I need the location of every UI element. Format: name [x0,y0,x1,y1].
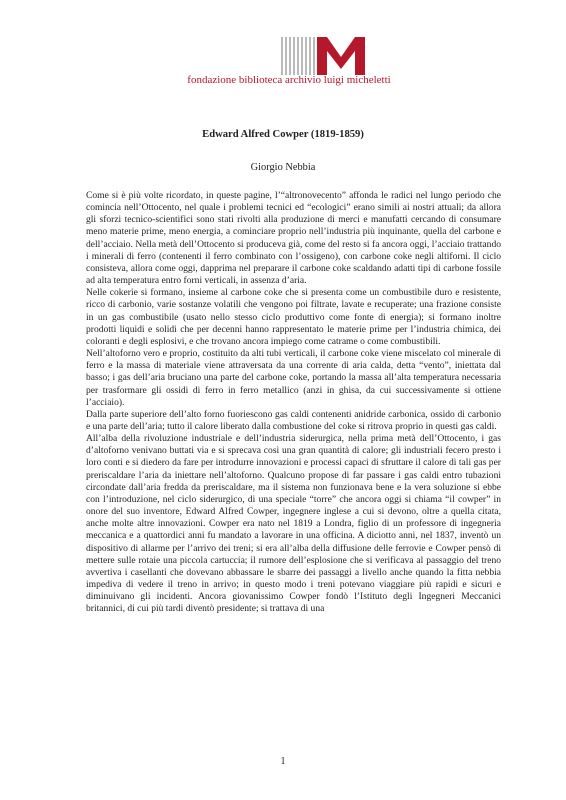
paragraph: Nell’altoforno vero e proprio, costituito da alti tubi verticali, il carbone coke viene miscelato col minerale di ferro e la massa di materiale viene attraversata da una corrente di aria calda, detta “vento”, iniettata dal basso; i gas dell’aria bruciano una parte del carbone coke, portando la massa all’alta temperatura necessaria per trasformare gli ossidi di ferro in ferro metallico (anzi in ghisa, da cui successivamente si ottiene l’acciaio). [86,348,501,408]
paragraph: Dalla parte superiore dell’alto forno fuoriescono gas caldi contenenti anidride carbonica, ossido di carbonio e una parte dell’aria; tutto il calore liberato dalla combustione del coke si ritrova proprio in questi gas caldi. [86,408,501,432]
logo-m-icon [317,37,365,75]
logo-mark [281,37,371,75]
paragraph: Nelle cokerie si formano, insieme al carbone coke che si presenta come un combustibile duro e resistente, ricco di carbonio, varie sostanze volatili che vengono poi filtrate, lavate e recuperate; una frazione consiste in un gas combustibile (usato nello stesso ciclo produttivo come fonte di energia); si formano inoltre prodotti liquidi e solidi che per decenni hanno rappresentato le materie prime per l’industria chimica, dei coloranti e degli esplosivi, e che trovano ancora impiego come catrame o come combustibili. [86,287,501,347]
paragraph: Come si è più volte ricordato, in queste pagine, l’“altronovecento” affonda le radici nel lungo periodo che comincia nell’Ottocento, nel quale i problemi tecnici ed “ecologici” erano simili ai nostri attuali; da allora gli sforzi tecnico-scientifici sono stati rivolti alla produzione di merci e manufatti cercando di consumare meno materie prime, meno energia, a cominciare proprio nell’industria più inquinante, quella del carbone e dell’acciaio. Nella metà dell’Ottocento si produceva già, come del resto si fa ancora oggi, l’acciaio trattando i minerali di ferro (contenenti il ferro combinato con l’ossigeno), con carbone coke negli altiforni. Il ciclo consisteva, allora come oggi, dapprima nel preparare il carbone coke scaldando adatti tipi di carbone fossile ad alta temperatura entro forni verticali, in assenza d’aria. [86,190,501,287]
article-body [86,190,501,615]
article-title: Edward Alfred Cowper (1819-1859) [202,129,364,140]
paragraph: All’alba della rivoluzione industriale e dell’industria siderurgica, nella prima metà dell’Ottocento, i gas d’altoforno venivano buttati via e si sprecava così una gran quantità di calore; gli industriali fecero presto i loro conti e si diedero da fare per introdurre innovazioni e processi capaci di sfruttare il calore di tali gas per preriscaldare l’aria da iniettare nell’altoforno. Qualcuno propose di far passare i gas caldi entro tubazioni circondate dall’aria fredda da preriscaldare, ma il sistema non funzionava bene e la vera soluzione si ebbe con l’introduzione, nel ciclo siderurgico, di una speciale “torre” che ancora oggi si chiama “il cowper” in onore del suo inventore, Edward Alfred Cowper, ingegnere inglese a cui si devono, oltre a quella citata, anche molte altre innovazioni. Cowper era nato nel 1819 a Londra, figlio di un professore di ingegneria meccanica e a quattordici anni fu mandato a lavorare in una officina. A diciotto anni, nel 1837, inventò un dispositivo di allarme per l’arrivo dei treni; si era all’alba della diffusione delle ferrovie e Cowper pensò di mettere sulle rotaie una piccola cartuccia; il rumore dell’esplosione che si verificava al passaggio del treno avvertiva i casellanti che dovevano abbassare le sbarre dei passaggi a livello anche quando la fitta nebbia impediva di vedere il treno in arrivo; in questo modo i treni potevano viaggiare più rapidi e sicuri e diminuivano gli incidenti. Ancora giovanissimo Cowper fondò l’Istituto degli Ingegneri Meccanici britannici, di cui più tardi diventò presidente; si trattava di una [86,433,501,615]
article-author: Giorgio Nebbia [250,162,316,173]
logo-text: fondazione biblioteca archivio luigi micheletti [187,74,391,86]
page-number: 1 [280,756,286,767]
